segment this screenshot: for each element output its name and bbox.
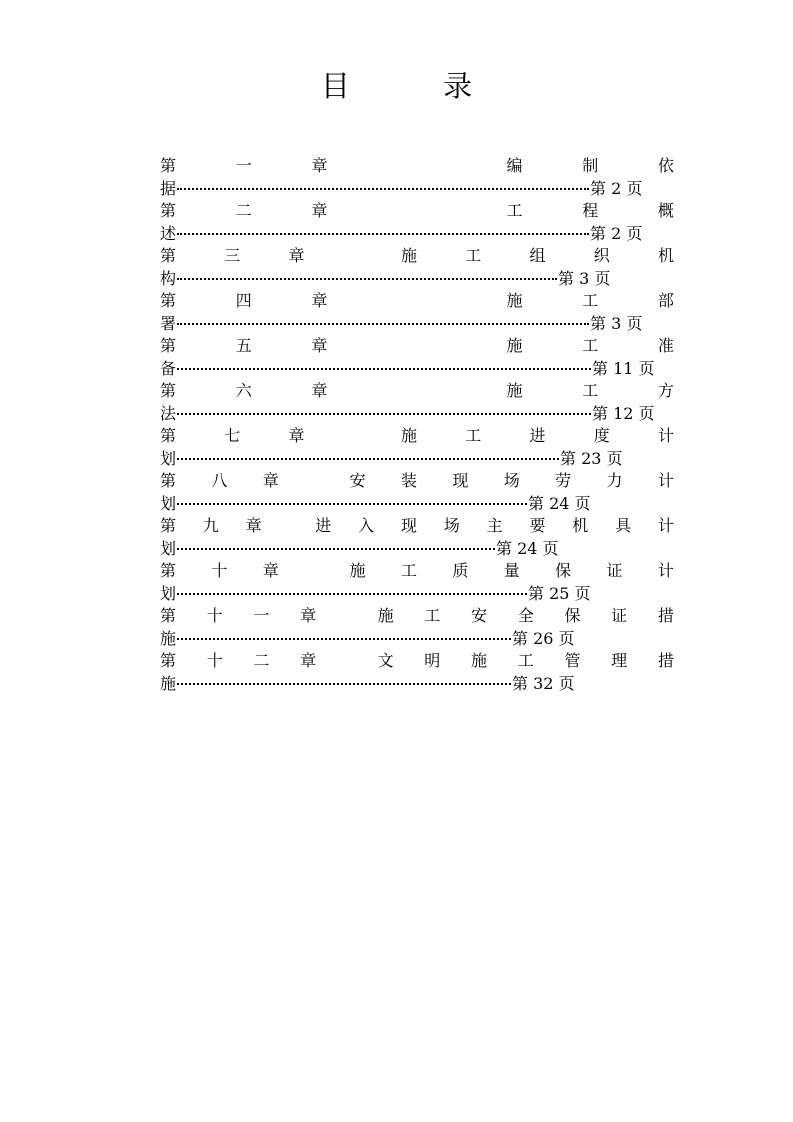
toc-heading-char: 现 bbox=[452, 471, 469, 490]
toc-heading-char: 程 bbox=[582, 201, 599, 220]
toc-entry-page-line bbox=[160, 313, 674, 336]
dot-leader bbox=[177, 413, 591, 415]
toc-heading-last-char: 划 bbox=[160, 538, 177, 558]
toc-heading-char: 章 bbox=[288, 246, 305, 265]
toc-heading-char: 第 bbox=[160, 561, 177, 580]
dot-leader bbox=[177, 683, 511, 685]
toc-heading-char: 安 bbox=[471, 606, 488, 625]
toc-heading-char: 第 bbox=[160, 291, 177, 310]
page-number: 第 24 页 bbox=[528, 493, 591, 513]
toc-heading-char: 证 bbox=[611, 606, 628, 625]
toc-heading-char: 要 bbox=[529, 516, 546, 535]
toc-heading-char: 文 bbox=[377, 651, 394, 670]
toc-heading-last-char: 署 bbox=[160, 313, 177, 333]
toc-heading-char: 工 bbox=[582, 291, 599, 310]
toc-heading-char: 管 bbox=[564, 651, 581, 670]
toc-heading-last-char: 法 bbox=[160, 403, 177, 423]
toc-heading-char: 八 bbox=[211, 471, 228, 490]
toc-heading-char: 九 bbox=[202, 516, 219, 535]
toc-entry-page-line bbox=[160, 403, 674, 426]
toc-heading-char: 二 bbox=[253, 651, 270, 670]
toc-heading-char: 六 bbox=[235, 381, 252, 400]
toc-heading-char: 编 bbox=[506, 156, 523, 175]
toc-entry-heading-line bbox=[160, 290, 674, 313]
dot-leader bbox=[177, 188, 589, 190]
page-number: 第 25 页 bbox=[528, 583, 591, 603]
toc-heading-char: 工 bbox=[465, 426, 482, 445]
toc-heading-char: 施 bbox=[377, 606, 394, 625]
toc-entry-heading-line bbox=[160, 245, 674, 268]
toc-heading-last-char: 划 bbox=[160, 493, 177, 513]
page-number: 第 12 页 bbox=[592, 403, 655, 423]
dot-leader bbox=[177, 323, 589, 325]
toc-entry[interactable] bbox=[160, 560, 674, 605]
toc-heading-char: 工 bbox=[424, 606, 441, 625]
toc-heading-char: 度 bbox=[593, 426, 610, 445]
toc-heading-char: 工 bbox=[582, 336, 599, 355]
page-number: 第 3 页 bbox=[590, 313, 643, 333]
page-number: 第 24 页 bbox=[496, 538, 559, 558]
toc-entry-page-line bbox=[160, 493, 674, 516]
toc-heading-last-char: 备 bbox=[160, 358, 177, 378]
toc-heading-char: 第 bbox=[160, 606, 177, 625]
toc-heading-char: 工 bbox=[506, 201, 523, 220]
toc-heading-last-char: 划 bbox=[160, 583, 177, 603]
toc-heading-char: 施 bbox=[506, 381, 523, 400]
toc-heading-char: 施 bbox=[506, 336, 523, 355]
toc-heading-char: 章 bbox=[262, 561, 279, 580]
toc-heading-char: 装 bbox=[400, 471, 417, 490]
toc-heading-char: 机 bbox=[657, 246, 674, 265]
toc-heading-last-char: 施 bbox=[160, 673, 177, 693]
toc-heading-char: 理 bbox=[611, 651, 628, 670]
toc-entry[interactable] bbox=[160, 605, 674, 650]
toc-heading-char: 措 bbox=[657, 651, 674, 670]
toc-heading-char: 三 bbox=[224, 246, 241, 265]
toc-heading-char: 一 bbox=[235, 156, 252, 175]
toc-heading-char: 现 bbox=[400, 516, 417, 535]
toc-entry-page-line bbox=[160, 583, 674, 606]
toc-entry[interactable] bbox=[160, 335, 674, 380]
toc-heading-char: 织 bbox=[593, 246, 610, 265]
page-number: 第 23 页 bbox=[560, 448, 623, 468]
toc-heading-char: 章 bbox=[311, 156, 328, 175]
dot-leader bbox=[177, 638, 511, 640]
toc-heading-char: 工 bbox=[465, 246, 482, 265]
toc-heading-char: 工 bbox=[400, 561, 417, 580]
toc-heading-char: 第 bbox=[160, 426, 177, 445]
table-of-contents bbox=[160, 155, 674, 695]
toc-entry-page-line bbox=[160, 268, 674, 291]
toc-heading-char: 工 bbox=[582, 381, 599, 400]
toc-heading-char: 章 bbox=[311, 201, 328, 220]
toc-entry-page-line bbox=[160, 673, 674, 696]
toc-heading-char: 第 bbox=[160, 516, 177, 535]
toc-heading-char: 章 bbox=[288, 426, 305, 445]
toc-entry-page-line bbox=[160, 358, 674, 381]
dot-leader bbox=[177, 233, 589, 235]
toc-entry-page-line bbox=[160, 448, 674, 471]
toc-entry-heading-line bbox=[160, 380, 674, 403]
toc-heading-char: 四 bbox=[235, 291, 252, 310]
toc-entry-page-line bbox=[160, 628, 674, 651]
toc-heading-char: 施 bbox=[400, 426, 417, 445]
toc-heading-char: 章 bbox=[245, 516, 262, 535]
toc-entry[interactable] bbox=[160, 245, 674, 290]
toc-entry-heading-line bbox=[160, 650, 674, 673]
toc-heading-char: 二 bbox=[235, 201, 252, 220]
page-number: 第 32 页 bbox=[512, 673, 575, 693]
toc-entry[interactable] bbox=[160, 290, 674, 335]
toc-heading-char: 力 bbox=[606, 471, 623, 490]
toc-heading-char: 场 bbox=[443, 516, 460, 535]
toc-heading-char: 第 bbox=[160, 651, 177, 670]
toc-entry[interactable] bbox=[160, 425, 674, 470]
toc-heading-char: 明 bbox=[424, 651, 441, 670]
toc-heading-char: 制 bbox=[582, 156, 599, 175]
toc-entry[interactable] bbox=[160, 515, 674, 560]
toc-entry[interactable] bbox=[160, 200, 674, 245]
toc-heading-last-char: 据 bbox=[160, 178, 177, 198]
toc-entry-page-line bbox=[160, 223, 674, 246]
toc-heading-char: 施 bbox=[349, 561, 366, 580]
toc-heading-char: 场 bbox=[503, 471, 520, 490]
toc-heading-char: 措 bbox=[657, 606, 674, 625]
dot-leader bbox=[177, 548, 495, 550]
toc-heading-char: 安 bbox=[349, 471, 366, 490]
toc-entry-heading-line bbox=[160, 515, 674, 538]
toc-heading-last-char: 述 bbox=[160, 223, 177, 243]
toc-heading-last-char: 施 bbox=[160, 628, 177, 648]
toc-entry[interactable] bbox=[160, 380, 674, 425]
toc-heading-char: 第 bbox=[160, 246, 177, 265]
toc-heading-char: 具 bbox=[615, 516, 632, 535]
page-number: 第 26 页 bbox=[512, 628, 575, 648]
toc-heading-char: 十 bbox=[206, 651, 223, 670]
toc-heading-char: 章 bbox=[300, 606, 317, 625]
dot-leader bbox=[177, 278, 557, 280]
toc-entry-heading-line bbox=[160, 335, 674, 358]
dot-leader bbox=[177, 368, 591, 370]
toc-entry-heading-line bbox=[160, 200, 674, 223]
toc-heading-char: 质 bbox=[452, 561, 469, 580]
toc-heading-char: 章 bbox=[262, 471, 279, 490]
toc-entry[interactable] bbox=[160, 470, 674, 515]
toc-heading-char: 进 bbox=[315, 516, 332, 535]
page-number: 第 3 页 bbox=[558, 268, 611, 288]
toc-heading-char: 章 bbox=[311, 381, 328, 400]
toc-heading-char: 施 bbox=[506, 291, 523, 310]
toc-heading-last-char: 划 bbox=[160, 448, 177, 468]
toc-entry-heading-line bbox=[160, 470, 674, 493]
toc-heading-char: 证 bbox=[606, 561, 623, 580]
toc-heading-char: 计 bbox=[657, 471, 674, 490]
toc-heading-char: 工 bbox=[517, 651, 534, 670]
page-number: 第 2 页 bbox=[590, 178, 643, 198]
toc-heading-char: 计 bbox=[657, 426, 674, 445]
toc-heading-char: 七 bbox=[224, 426, 241, 445]
toc-heading-char: 量 bbox=[503, 561, 520, 580]
toc-heading-last-char: 构 bbox=[160, 268, 177, 288]
toc-heading-char: 计 bbox=[657, 561, 674, 580]
toc-heading-char: 第 bbox=[160, 201, 177, 220]
toc-heading-char: 组 bbox=[529, 246, 546, 265]
toc-heading-char: 全 bbox=[517, 606, 534, 625]
toc-heading-char: 第 bbox=[160, 336, 177, 355]
toc-heading-char: 第 bbox=[160, 156, 177, 175]
toc-entry-heading-line bbox=[160, 155, 674, 178]
toc-entry[interactable] bbox=[160, 155, 674, 200]
toc-heading-char: 第 bbox=[160, 471, 177, 490]
toc-heading-char: 主 bbox=[486, 516, 503, 535]
toc-heading-char: 章 bbox=[311, 336, 328, 355]
toc-heading-char: 施 bbox=[400, 246, 417, 265]
toc-entry-heading-line bbox=[160, 425, 674, 448]
page-title: 目 录 bbox=[320, 69, 515, 103]
toc-entry-heading-line bbox=[160, 605, 674, 628]
dot-leader bbox=[177, 458, 559, 460]
page-number: 第 11 页 bbox=[592, 358, 655, 378]
toc-heading-char: 第 bbox=[160, 381, 177, 400]
toc-heading-char: 五 bbox=[235, 336, 252, 355]
toc-entry-page-line bbox=[160, 538, 674, 561]
toc-heading-char: 依 bbox=[657, 156, 674, 175]
toc-entry[interactable] bbox=[160, 650, 674, 695]
dot-leader bbox=[177, 503, 527, 505]
toc-heading-char: 一 bbox=[253, 606, 270, 625]
toc-heading-char: 准 bbox=[657, 336, 674, 355]
toc-heading-char: 计 bbox=[657, 516, 674, 535]
toc-entry-heading-line bbox=[160, 560, 674, 583]
toc-heading-char: 保 bbox=[555, 561, 572, 580]
page-number: 第 2 页 bbox=[590, 223, 643, 243]
toc-heading-char: 进 bbox=[529, 426, 546, 445]
toc-heading-char: 十 bbox=[206, 606, 223, 625]
toc-heading-char: 章 bbox=[300, 651, 317, 670]
toc-heading-char: 入 bbox=[358, 516, 375, 535]
toc-heading-char: 部 bbox=[657, 291, 674, 310]
toc-heading-char: 劳 bbox=[555, 471, 572, 490]
toc-heading-char: 十 bbox=[211, 561, 228, 580]
toc-heading-char: 施 bbox=[471, 651, 488, 670]
toc-heading-char: 保 bbox=[564, 606, 581, 625]
toc-heading-char: 机 bbox=[572, 516, 589, 535]
toc-heading-char: 概 bbox=[657, 201, 674, 220]
toc-entry-page-line bbox=[160, 178, 674, 201]
dot-leader bbox=[177, 593, 527, 595]
toc-heading-char: 方 bbox=[657, 381, 674, 400]
toc-heading-char: 章 bbox=[311, 291, 328, 310]
